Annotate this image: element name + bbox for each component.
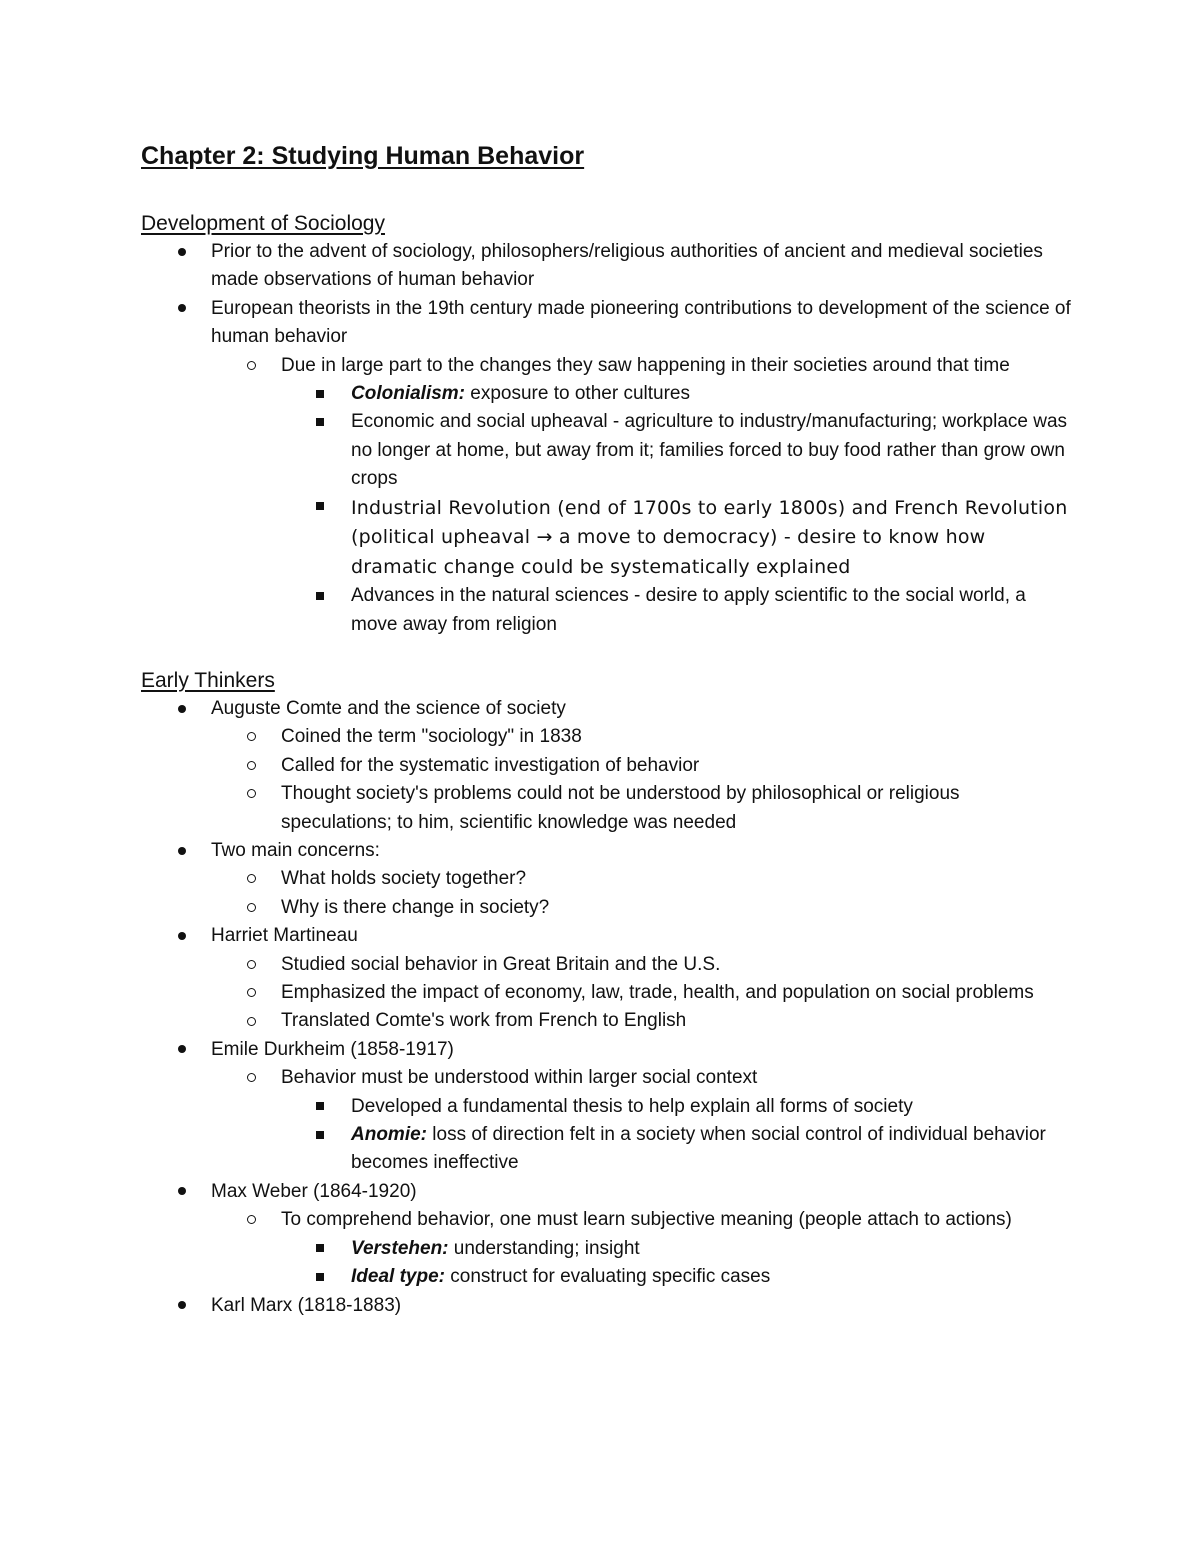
term-ideal-type: Ideal type: xyxy=(351,1266,445,1288)
sub-list xyxy=(211,1206,1071,1291)
list-item: Economic and social upheaval - agriculture to industry/manufacturing; workplace was no longer at home, but away from it; families forced to buy food rather than grow own crops xyxy=(281,408,1071,493)
bullet-icon xyxy=(178,295,186,323)
circle-bullet-icon xyxy=(247,723,256,751)
list-item: Behavior must be understood within larger social context Developed a fundamental thesis to help explain all forms of society Anomie: loss of direction felt in a society when social control of individual behavior becomes ineffective xyxy=(211,1064,1071,1178)
sub-sub-list xyxy=(281,380,1071,639)
list-item: Harriet Martineau Studied social behavior in Great Britain and the U.S. Emphasized the impact of economy, law, trade, health, and population on social problems Translated Comte's work from French to English xyxy=(141,922,1071,1036)
sub-sub-list xyxy=(281,1235,1071,1292)
list-item: Called for the systematic investigation of behavior xyxy=(211,752,1071,780)
development-list xyxy=(141,238,1071,639)
list-item: Coined the term "sociology" in 1838 xyxy=(211,723,1071,751)
square-bullet-icon xyxy=(316,1093,324,1121)
bullet-icon xyxy=(178,922,186,950)
bullet-icon xyxy=(178,695,186,723)
circle-bullet-icon xyxy=(247,352,256,380)
square-bullet-icon xyxy=(316,408,324,436)
square-bullet-icon xyxy=(316,1235,324,1263)
square-bullet-icon xyxy=(316,380,324,408)
sub-list xyxy=(211,723,1071,837)
list-item: Due in large part to the changes they saw happening in their societies around that time Colonialism: exposure to other cultures Economic and social upheaval - agriculture to industry/manufacturing; workplace was no longer at home, but away from it; families forced to buy food rather than grow own crops Industrial Revolution (end of 1700s to early 1800s) and French Revolution (political upheaval → a move to democracy) - desire to know how dramatic change could be systematically explained Advances in the natural sciences - desire to apply scientific to the social world, a move away from religion xyxy=(211,352,1071,639)
list-item: Industrial Revolution (end of 1700s to early 1800s) and French Revolution (political upheaval → a move to democracy) - desire to know how dramatic change could be systematically explained xyxy=(281,494,1071,583)
term-verstehen: Verstehen: xyxy=(351,1237,449,1259)
circle-bullet-icon xyxy=(247,1064,256,1092)
list-item: To comprehend behavior, one must learn subjective meaning (people attach to actions) Verstehen: understanding; insight Ideal type: construct for evaluating specific cases xyxy=(211,1206,1071,1291)
document-page xyxy=(141,136,1071,1320)
list-item: Emile Durkheim (1858-1917) Behavior must be understood within larger social context Developed a fundamental thesis to help explain all forms of society Anomie: loss of direction felt in a society when social control of individual behavior becomes ineffective xyxy=(141,1036,1071,1178)
section-heading-early-thinkers: Early Thinkers xyxy=(141,668,275,692)
square-bullet-icon xyxy=(316,494,324,522)
sub-list xyxy=(211,352,1071,639)
sub-list xyxy=(211,1064,1071,1178)
bullet-icon xyxy=(178,1178,186,1206)
circle-bullet-icon xyxy=(247,752,256,780)
list-item: Emphasized the impact of economy, law, trade, health, and population on social problems xyxy=(211,979,1071,1007)
list-item: Karl Marx (1818-1883) xyxy=(141,1292,1071,1320)
list-item: Colonialism: exposure to other cultures xyxy=(281,380,1071,408)
circle-bullet-icon xyxy=(247,1007,256,1035)
square-bullet-icon xyxy=(316,582,324,610)
section-heading-development: Development of Sociology xyxy=(141,212,385,235)
sub-list xyxy=(211,865,1071,922)
sub-sub-list xyxy=(281,1093,1071,1178)
square-bullet-icon xyxy=(316,1263,324,1291)
list-item: Why is there change in society? xyxy=(211,894,1071,922)
circle-bullet-icon xyxy=(247,780,256,808)
square-bullet-icon xyxy=(316,1121,324,1149)
list-item: Thought society's problems could not be understood by philosophical or religious speculations; to him, scientific knowledge was needed xyxy=(211,780,1071,837)
list-item: Developed a fundamental thesis to help explain all forms of society xyxy=(281,1093,1071,1121)
circle-bullet-icon xyxy=(247,951,256,979)
bullet-icon xyxy=(178,1036,186,1064)
early-thinkers-list xyxy=(141,695,1071,1320)
bullet-icon xyxy=(178,1292,186,1320)
list-item: What holds society together? xyxy=(211,865,1071,893)
circle-bullet-icon xyxy=(247,865,256,893)
list-item: Two main concerns: What holds society together? Why is there change in society? xyxy=(141,837,1071,922)
list-item: Max Weber (1864-1920) To comprehend behavior, one must learn subjective meaning (people attach to actions) Verstehen: understanding; insight Ideal type: construct for evaluating specific cases xyxy=(141,1178,1071,1292)
circle-bullet-icon xyxy=(247,894,256,922)
list-item: Anomie: loss of direction felt in a society when social control of individual behavior becomes ineffective xyxy=(281,1121,1071,1178)
bullet-icon xyxy=(178,238,186,266)
list-item: Verstehen: understanding; insight xyxy=(281,1235,1071,1263)
circle-bullet-icon xyxy=(247,1206,256,1234)
list-item: Ideal type: construct for evaluating specific cases xyxy=(281,1263,1071,1291)
term-anomie: Anomie: xyxy=(351,1124,427,1146)
list-item: Translated Comte's work from French to English xyxy=(211,1007,1071,1035)
list-item: European theorists in the 19th century made pioneering contributions to development of the science of human behavior Due in large part to the changes they saw happening in their societies around that time Colonialism: exposure to other cultures Economic and social upheaval - agriculture to industry/manufacturing; workplace was no longer at home, but away from it; families forced to buy food rather than grow own crops Industrial Revolution (end of 1700s to early 1800s) and French Revolution (political upheaval → a move to democracy) - desire to know how dramatic change could be systematically explained Advances in the natural sciences - desire to apply scientific to the social world, a move away from religion xyxy=(141,295,1071,639)
list-item: Advances in the natural sciences - desire to apply scientific to the social world, a move away from religion xyxy=(281,582,1071,639)
list-item: Auguste Comte and the science of society Coined the term "sociology" in 1838 Called for the systematic investigation of behavior Thought society's problems could not be understood by philosophical or religious speculations; to him, scientific knowledge was needed xyxy=(141,695,1071,837)
page-title: Chapter 2: Studying Human Behavior xyxy=(141,142,585,170)
sub-list xyxy=(211,951,1071,1036)
circle-bullet-icon xyxy=(247,979,256,1007)
bullet-icon xyxy=(178,837,186,865)
list-item: Prior to the advent of sociology, philosophers/religious authorities of ancient and medieval societies made observations of human behavior xyxy=(141,238,1071,295)
list-item: Studied social behavior in Great Britain and the U.S. xyxy=(211,951,1071,979)
term-colonialism: Colonialism: xyxy=(351,383,466,405)
